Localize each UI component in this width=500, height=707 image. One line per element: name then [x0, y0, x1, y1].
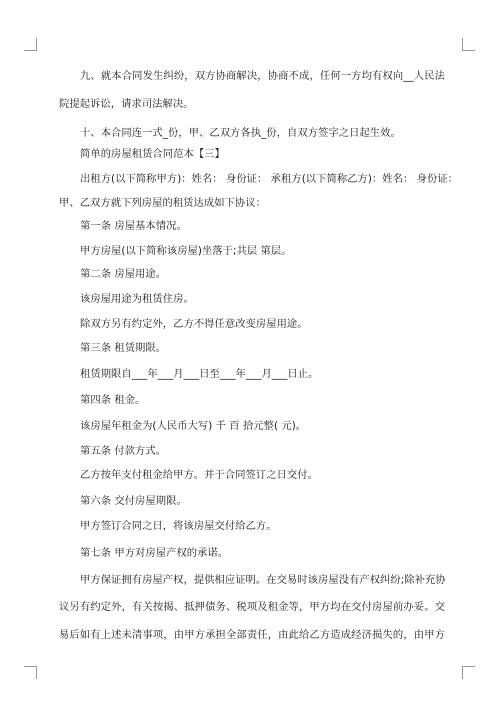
- text-line: 易后如有上述未清事项，由甲方承担全部责任，由此给乙方造成经济损失的，由甲方: [59, 629, 445, 641]
- text-line: 甲方签订合同之日，将该房屋交付给乙方。: [80, 520, 277, 532]
- clause-heading: 第一条 房屋基本情况。: [80, 220, 187, 232]
- clause-heading: 第七条 甲方对房屋产权的承诺。: [80, 547, 229, 559]
- text-line: 甲方房屋(以下简称该房屋)坐落于;共层 第层。: [80, 245, 292, 257]
- text-line: 议另有约定外，有关按揭、抵押债务、税项及租金等，甲方均在交付房屋前办妥。交: [59, 601, 445, 613]
- clause-heading: 第四条 租金。: [80, 394, 146, 406]
- clause-heading: 第五条 付款方式。: [80, 445, 167, 457]
- page-corner-mark-top-left: [24, 38, 37, 51]
- clause-heading: 第六条 交付房屋期限。: [80, 495, 187, 507]
- clause-heading: 第三条 租赁期限。: [80, 342, 167, 354]
- text-line: 乙方按年支付租金给甲方。并于合同签订之日交付。: [80, 469, 318, 481]
- text-line: 除双方另有约定外，乙方不得任意改变房屋用途。: [80, 318, 308, 330]
- text-line: 该房屋年租金为(人民币大写) 千 百 拾元整( 元)。: [80, 420, 307, 432]
- text-line: 九、就本合同发生纠纷，双方协商解决，协商不成，任何一方均有权向__人民法: [80, 70, 445, 82]
- section-heading: 简单的房屋租赁合同范本【三】: [80, 148, 225, 160]
- text-line: 甲、乙双方就下列房屋的租赁达成如下协议：: [59, 197, 266, 209]
- page-corner-mark-bottom-right: [462, 666, 475, 679]
- page-corner-mark-bottom-left: [24, 666, 37, 679]
- page-corner-mark-top-right: [462, 38, 475, 51]
- text-line: 该房屋用途为租赁住房。: [80, 293, 194, 305]
- clause-heading: 第二条 房屋用途。: [80, 268, 167, 280]
- text-line: 租赁期限自___年___月___日至___年___月___日止。: [80, 368, 319, 380]
- text-line: 出租方(以下简称甲方)：姓名： 身份证： 承租方(以下简称乙方)：姓名： 身份证：: [80, 173, 459, 185]
- document-page: [59, 0, 459, 707]
- text-line: 十、本合同连一式_份，甲、乙双方各执_份，自双方签字之日起生效。: [80, 127, 401, 139]
- text-line: 院提起诉讼，请求司法解决。: [59, 98, 194, 110]
- text-line: 甲方保证拥有房屋产权，提供相应证明。在交易时该房屋没有产权纠纷;除补充协: [80, 574, 446, 586]
